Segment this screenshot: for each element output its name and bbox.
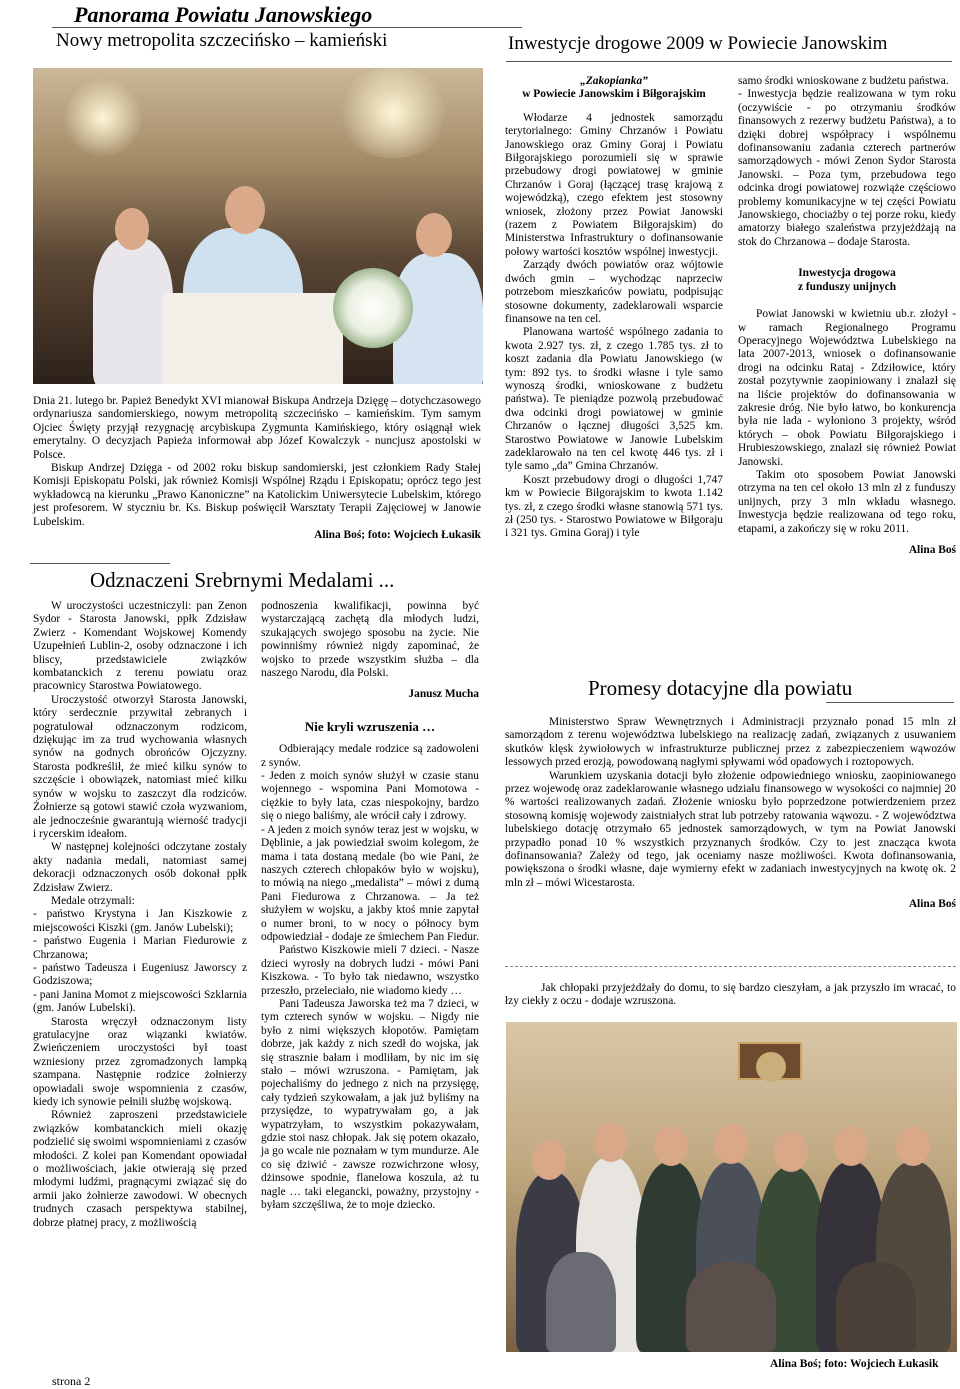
page-number: strona 2 bbox=[52, 1374, 91, 1388]
medals-paragraph: Również zaproszeni przedstawiciele związków kombatanckich mieli okazję podzielić się swoimi wspomnieniami z czasów młodości. Z kolei pan Komendant opowiadał o możliwościach, jakie otwierają się przed młodymi ludźmi, pragnącymi związać się do armii jako żołnierze zawodowi. W obecnych trudnych czasach perspektywa stabilnej, dobrze płatnej pracy, z możliwością bbox=[33, 1109, 247, 1229]
wall-emblem bbox=[756, 1052, 786, 1082]
left-article-title: Nowy metropolita szczecińsko – kamieński bbox=[56, 30, 388, 51]
medals-paragraph: W następnej kolejności odczytane zostały akty nadania medali, natomiast samej dekoracji odznaczonych osób dokonał ppłk Zdzisław Zwierz. bbox=[33, 841, 247, 894]
caption-text: Jak chłopaki przyjeżdżały do domu, to się bardzo cieszyłam, a jak przyszło im wracać, to łzy ciekły z oczu - dodaje wzruszona. bbox=[505, 982, 956, 1008]
medals-paragraph: Medale otrzymali: bbox=[51, 894, 135, 907]
medals-paragraph: Pani Tadeusza Jaworska też ma 7 dzieci, w tym czterech synów w wojsku. – Nigdy nie było z nimi większych kłopotów. Pamiętam dobrze, jak każdy z nich szedł do wojska, jak się strasznie bałam i modliłam, by nic im się stało – mówi wzruszona. - Pamiętam, jak pojechaliśmy do jednego z nich na przysięgę, cały tydzień szykowałam, a jak już byliśmy na przysiędze, to wypatrywałam go, a jak wypatrzyłam, to wszystkim pokazywałam, gdzie stoi nasz chłopak. Jak się potem okazało, ja go wcale nie poznałam w tym mundurze. Ale co się dziwić - zawsze rozwichrzone włosy, dżinsowe spodnie, flanelowa koszula, aż tu nagle … taki elegancki, poważny, przystojny - byłam szczęśliwa, że to moje dziecko. bbox=[261, 997, 479, 1212]
zakopianka-paragraph: Planowana wartość wspólnego zadania to kwota 2.927 tys. zł, z czego 1.785 tys. zł to koszt zadania dla Powiatu Janowskiego (w tym: 892 tys. to środki własne i tyle samo wynoszą środki, wnioskowane z budżetu państwa). Te pieniądze pozwolą przebudować dwa odcinki drogi powiatowej w gminie Chrzanów o łącznej długości 3,525 km. Starostwo Powiatowe w Janowie Lubelskim zadeklarowało na ten cel kwotę 446 tys. zł i tyle samo „da” Gmina Chrzanów. bbox=[505, 326, 723, 473]
zakopianka-paragraph: Takim oto sposobem Powiat Janowski otrzyma na ten cel około 13 mln zł z funduszy unijnych, przy 3 mln wkładu własnego. Inwestycja będzie realizowana od tego roku, etapami, a zakończy się w roku 2011. bbox=[738, 468, 956, 535]
zakopianka-paragraph: Włodarze 4 jednostek samorządu terytorialnego: Gminy Chrzanów i Powiatu Janowskiego oraz Gminy Goraj i Powiatu Biłgorajskiego porozumieli się w sprawie przebudowy drogi powiatowej w gminie Chrzanów i Goraj (łączącej trasę krajową z wojewódzką), czego efektem jest stosowny wniosek, złożony przez Powiat Janowski (razem z Powiatem Biłgorajskim) do Ministerstwa Infrastruktury o dofinansowanie połowy wartości kosztów wspólnej inwestycji. bbox=[505, 111, 723, 258]
medals-column-2 bbox=[261, 600, 479, 1212]
right-title-rule bbox=[506, 61, 952, 62]
zakopianka-column-2 bbox=[738, 75, 956, 557]
medals-paragraph: podnoszenia kwalifikacji, powinna być wystarczającą zachętą dla młodych ludzi, szukających swojego sposobu na życie. Nie powinniśmy również nigdy zapominać, że wojsko to przede wszystkim służba – dla naszego Narodu, dla Polski. bbox=[261, 600, 479, 680]
medals-signature: Janusz Mucha bbox=[408, 688, 479, 701]
metropolita-article bbox=[33, 395, 481, 542]
medals-paragraph: Państwo Kiszkowie mieli 7 dzieci. - Nasze dzieci wyrosły na dobrych ludzi - mówi Pani Kiszkowa. - To było tak niedawno, wszystko przeszło, przeleciało, nie wiadomo kiedy … bbox=[261, 944, 479, 997]
promesy-heading: Promesy dotacyjne dla powiatu bbox=[588, 676, 853, 700]
zakopianka-heading: w Powiecie Janowskim i Biłgorajskim bbox=[522, 88, 706, 101]
medals-paragraph: - A jeden z moich synów teraz jest w wojsku, w Dęblinie, a jak powiedział swoim kolegom, że mama i tata dostaną medale (bo wie Pani, że naszych czterech chłopaków było w wojsku), to mówią na niego „medalista” – mówi z dumą Pani Fiedurowa z Chrzanowa. – Ja też służyłem w wojsku, a jakby ktoś mnie zapytał o numer broni, to w nocy o północy bym odpowiedział - dodaje ze śmiechem Pan Fiedur. bbox=[261, 823, 479, 943]
zakopianka-paragraph: Zarządy dwóch powiatów oraz wójtowie dwóch gmin – wychodząc naprzeciw potrzebom mieszkańców powiatu, podpisując stosowne dokumenty, zadeklarowali wsparcie finansowe na ten cel. bbox=[505, 259, 723, 325]
metropolita-signature: Alina Boś; foto: Wojciech Łukasik bbox=[314, 529, 481, 542]
zakopianka-heading: „Zakopianka” bbox=[580, 75, 648, 87]
masthead-rule bbox=[52, 27, 522, 28]
metropolita-paragraph: Dnia 21. lutego br. Papież Benedykt XVI mianował Biskupa Andrzeja Dzięgę – dotychczasowego ordynariusza sandomierskiego, nowym metropolitą szczecińsko – kamieńskim. Tym samym Ojciec Święty przyjął rezygnację arcybiskupa Zygmunta Kamińskiego, który osiągnął wiek emerytalny. O decyzjach Papieża informował abp Józef Kowalczyk - nuncjusz apostolski w Polsce. bbox=[33, 395, 481, 461]
promesy-paragraph: Warunkiem uzyskania dotacji było złożenie odpowiedniego wniosku, zaopiniowanego przez wojewodę oraz zadeklarowanie własnego udziału finansowego w wysokości co najmniej 20 % wartości realizowanych zadań. Złożenie wniosku było poprzedzone potwierdzeniem przez stosowną komisję wojewody zaistniałych strat lub potrzeby ratowania wąwozu. - Z województwa lubelskiego dotację otrzymało 65 jednostek samorządowych, w tym na Powiat Janowski przypadło ponad 10 % wszystkich przyznanych środków. Czy to jest znacząca kwota dofinansowania? Zależy od tego, jak oceniamy nasze możliwości. Kwota dofinansowania, powiększona o środki własne, daje wymierny efekt w zadaniach inwestycyjnych na kwotę ok. 2 mln zł – mówi Wicestarosta. bbox=[505, 769, 956, 889]
photo2-signature: Alina Boś; foto: Wojciech Łukasik bbox=[770, 1358, 939, 1370]
zakopianka-column-1 bbox=[505, 75, 723, 541]
masthead: Panorama Powiatu Janowskiego bbox=[74, 2, 373, 27]
section-rule bbox=[505, 966, 956, 968]
medals-heading: Odznaczeni Srebrnymi Medalami ... bbox=[90, 568, 395, 592]
right-article-title: Inwestycje drogowe 2009 w Powiecie Janowskim bbox=[508, 33, 888, 54]
medals-subheading: Nie kryli wzruszenia … bbox=[304, 718, 436, 734]
medals-list-item: - państwo Krystyna i Jan Kiszkowie z miejscowości Kiszki (gm. Janów Lubelski); bbox=[33, 908, 247, 934]
zakopianka-paragraph: - Inwestycja będzie realizowana w tym roku (oczywiście - po otrzymaniu środków finansowych z rezerwy budżetu Państwa), a to dzięki dobrej współpracy i wspólnemu dofinansowaniu zadania czterech partnerów samorządowych - mówi Zenon Sydor Starosta Janowski. – Poza tym, przebudowa tego odcinka drogi powiatowej rozwiąże częściowo problemy komunikacyjne w tej części Powiatu Janowskiego, chociażby o tej porze roku, kiedy amatorzy białego szaleństwa przyjeżdżają na stok do Chrzanowa – dodaje Starosta. bbox=[738, 88, 956, 248]
section-rule bbox=[30, 563, 170, 564]
group-photo-medal-recipients bbox=[506, 1022, 957, 1352]
medals-paragraph: W uroczystości uczestniczyli: pan Zenon Sydor - Starosta Janowski, ppłk Zdzisław Zwierz - Komendant Wojskowej Komendy Uzupełnień Lublin-2, osoby odznaczone i ich bliscy, przedstawiciele związków kombatanckich z terenu powiatu oraz pracownicy Starostwa Powiatowego. bbox=[33, 600, 247, 693]
priests-at-altar-photo bbox=[33, 68, 483, 384]
medals-list-item: - państwo Eugenia i Marian Fiedurowie z Chrzanowa; bbox=[33, 935, 247, 961]
promesy-signature: Alina Boś bbox=[908, 898, 956, 911]
medals-list-item: - pani Janina Momot z miejscowości Szklarnia (gm. Janów Lubelski). bbox=[33, 988, 247, 1015]
section-rule bbox=[826, 702, 954, 703]
zakopianka-paragraph: Powiat Janowski w kwietniu ub.r. złożył - w ramach Regionalnego Programu Operacyjnego Województwa Lubelskiego na lata 2007-2013, wniosek o dofinansowanie drogi na odcinku Rataj - Zdziłowice, który został pozytywnie zaopiniowany i znalazł się na liście projektów do dofinansowania w zakresie dróg. Nie było łatwo, bo konkurencja była nie lada - wyłoniono 3 projekty, wśród których – obok Powiatu Biłgorajskiego i Hrubieszowskiego, znalazł się również Powiat Janowski. bbox=[738, 308, 956, 468]
eu-road-subheading: z funduszy unijnych bbox=[797, 280, 897, 293]
medals-paragraph: Odbierający medale rodzice są zadowoleni z synów. bbox=[261, 743, 479, 769]
medals-paragraph: Starosta wręczył odznaczonym listy gratulacyjne oraz wiązanki kwiatów. Zwieńczeniem uroczystości był toast wzniesiony przez zgromadzonych lampką szampana. Następnie rodzice żołnierzy opowiadali swoje wspomnienia z czasów, kiedy ich synowie pełnili służbę wojskową. bbox=[33, 1015, 247, 1109]
medals-column-1 bbox=[33, 600, 247, 1230]
promesy-article bbox=[505, 716, 956, 912]
medals-paragraph: Uroczystość otworzył Starosta Janowski, który serdecznie przywitał zebranych i pogratulował odznaczonym rodzicom, dziękując im za trud wychowania własnych synów na godnych obrońców Ojczyzny. Starosta podkreślił, że mieć kilku synów to szczęście i obowiązek, natomiast mieć kilku synów w wojsku to zaszczyt dla rodziców. Żołnierze są gotowi stawić czoła wyzwaniom, ale jednocześnie gwarantują wierność tradycji i rycerskim ideałom. bbox=[33, 693, 247, 840]
zakopianka-signature: Alina Boś bbox=[908, 544, 956, 556]
photo-caption bbox=[505, 982, 956, 1009]
eu-road-subheading: Inwestycja drogowa bbox=[798, 267, 896, 280]
promesy-paragraph: Ministerstwo Spraw Wewnętrznych i Administracji przyznało ponad 15 mln zł samorządom z terenu województwa lubelskiego na realizację zadań, związanych z usuwaniem skutków klęsk żywiołowych w infrastrukturze publicznej przez z zabezpieczeniem wąwozów lessowych przed erozją, powodowaną nagłymi spływami wód opadowych i roztopowych. bbox=[505, 716, 956, 769]
zakopianka-paragraph: Koszt przebudowy drogi o długości 1,747 km w Powiecie Biłgorajskim to kwota 1.142 tys. zł, z czego środki własne stanowią 571 tys. zł (250 tys. - Starostwo Powiatowe w Biłgoraju i 321 tys. Gmina Goraj) i tyle bbox=[505, 473, 723, 540]
metropolita-paragraph: Biskup Andrzej Dzięga - od 2002 roku biskup sandomierski, jest członkiem Rady Stałej Komisji Episkopatu Polski, jak również Komisji Wspólnej Rządu i Episkopatu; oprócz tego jest wykładowcą na kierunku „Prawo Kanoniczne” na Katolickim Uniwersytecie Lubelskim, którego jest profesorem. W styczniu br. Ks. Biskup poświęcił Warsztaty Terapii Zajęciowej w Janowie Lubelskim. bbox=[33, 462, 481, 528]
zakopianka-paragraph: samo środki wnioskowane z budżetu państwa. bbox=[738, 75, 949, 87]
medals-list-item: - państwo Tadeusza i Eugeniusz Jaworscy z Godziszowa; bbox=[33, 961, 247, 988]
medals-paragraph: - Jeden z moich synów służył w czasie stanu wojennego - wspomina Pani Momotowa - ciężkie to były lata, czas niespokojny, bardzo się o niego baliśmy, ale wrócił cały i zdrowy. bbox=[261, 770, 479, 823]
